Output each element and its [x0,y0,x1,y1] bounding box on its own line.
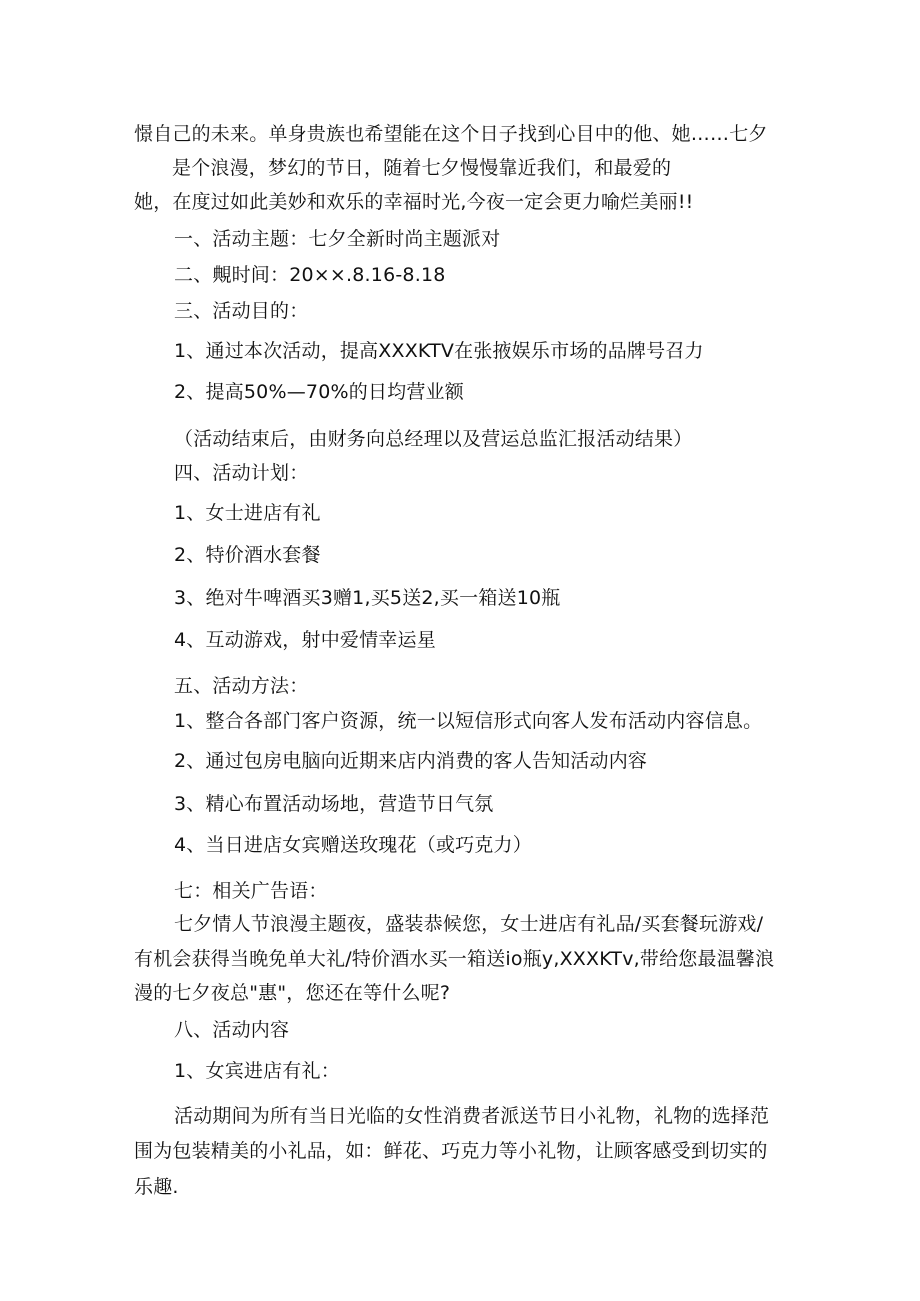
text-line: 是个浪漫，梦幻的节日，随着七夕慢慢靠近我们，和最爱的 [172,157,672,179]
section-heading-content: 八、活动内容 [174,1019,290,1041]
section-heading-slogan: 七：相关广告语： [174,880,328,902]
text-line: 乐趣. [134,1176,179,1198]
text-line: 漫的七夕夜总"惠"，您还在等什么呢? [134,982,451,1004]
list-item: 1、整合各部门客户资源，统一以短信形式向客人发布活动内容信息。 [174,710,763,732]
list-item: 3、精心布置活动场地，营造节日气氛 [174,793,494,815]
list-item: 2、通过包房电脑向近期来店内消费的客人告知活动内容 [174,750,648,772]
note-line: （活动结束后，由财务向总经理以及营运总监汇报活动结果） [174,428,693,450]
text-line: 七夕情人节浪漫主题夜，盛装恭候您，女士进店有礼品/买套餐玩游戏/ [174,913,764,935]
section-heading-goals: 三、活动目的： [174,300,309,322]
list-item: 3、绝对牛啤酒买3赠1,买5送2,买一箱送10瓶 [174,587,561,609]
list-item: 4、互动游戏，射中爱情幸运星 [174,629,436,651]
text-line: 有机会获得当晚免单大礼/特价酒水买一箱送io瓶y,XXXKTv,带给您最温馨浪 [134,948,775,970]
list-item: 1、通过本次活动，提高XXXKTV在张掖娱乐市场的品牌号召力 [174,340,704,362]
list-item: 2、特价酒水套餐 [174,544,321,566]
text-line: 围为包装精美的小礼品，如：鲜花、巧克力等小礼物，让顾客感受到切实的 [134,1140,768,1162]
section-heading-plan: 四、活动计划： [174,462,309,484]
section-heading-time: 二、覥时间：20××.8.16-8.18 [174,264,446,286]
section-heading-method: 五、活动方法： [174,675,309,697]
list-item: 4、当日进店女宾赠送玫瑰花（或巧克力） [174,834,532,856]
text-line: 她，在度过如此美妙和欢乐的幸福时光,今夜一定会更力喻烂美丽!! [134,191,694,213]
list-item: 1、女宾进店有礼： [174,1060,340,1082]
list-item: 1、女士进店有礼 [174,502,321,524]
list-item: 2、提高50%—70%的日均营业额 [174,381,464,403]
text-line: 活动期间为所有当日光临的女性消费者派送节日小礼物，礼物的选择范 [174,1105,770,1127]
text-line: 憬自己的未来。单身贵族也希望能在这个日子找到心目中的他、她……七夕 [134,123,768,145]
section-heading-theme: 一、活动主题：七夕全新时尚主题派对 [174,228,501,250]
